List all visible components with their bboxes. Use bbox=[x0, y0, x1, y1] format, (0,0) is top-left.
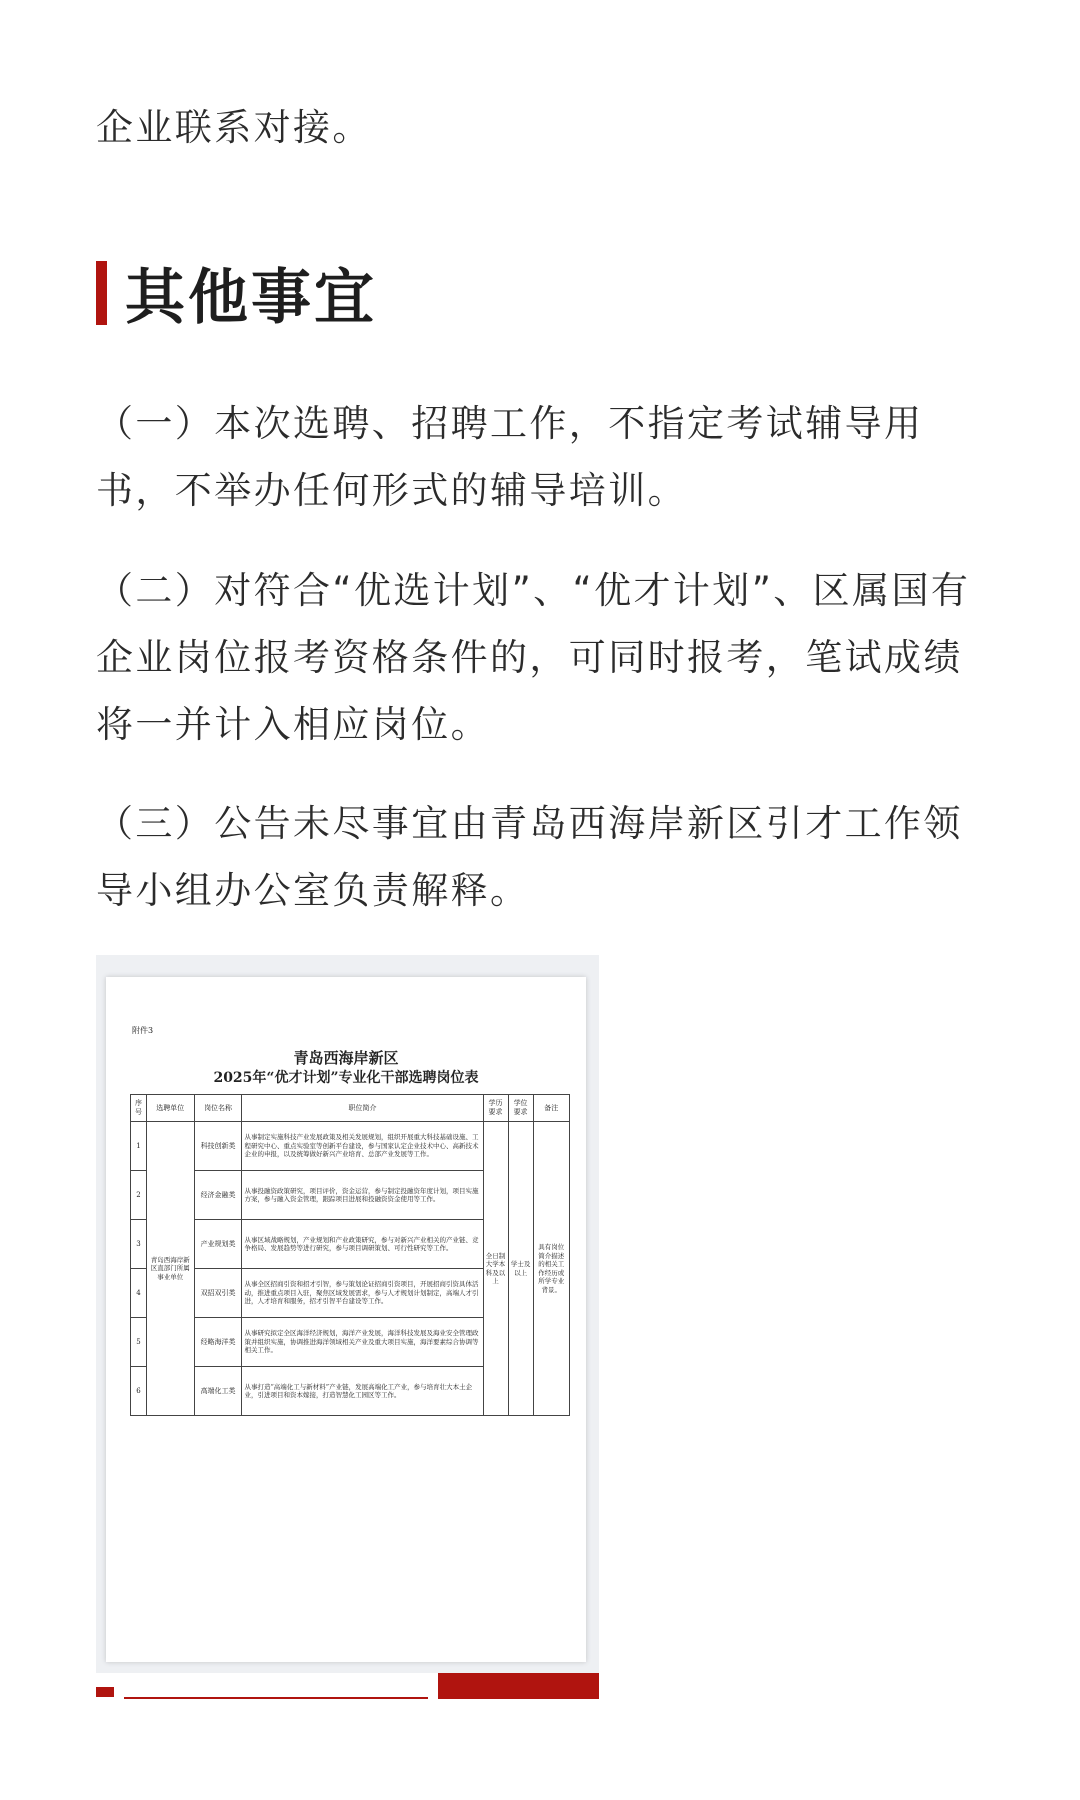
row-description: 从事打造“高端化工与新材料”产业链，发展高端化工产业，参与培育壮大本土企业，引进项目和资本嫁接，打造智慧化工园区等工作。 bbox=[242, 1367, 483, 1416]
row-description: 从事研究拟定全区海洋经济规划，海洋产业发展，海洋科技发展及海业安全管理政策并组织实施，协调推进海洋领域相关产业及重大项目实施，海洋要素综合协调等相关工作。 bbox=[242, 1318, 483, 1367]
header-unit: 选聘单位 bbox=[146, 1095, 194, 1122]
row-position: 双招双引类 bbox=[194, 1269, 242, 1318]
paragraph-item-2: （二）对符合“优选计划”、“优才计划”、区属国有企业岗位报考资格条件的，可同时报考，笔试成绩将一并计入相应岗位。 bbox=[96, 569, 971, 746]
row-note: 具有岗位简介描述的相关工作经历或所学专业背景。 bbox=[533, 1122, 569, 1416]
attachment-label: 附件3 bbox=[132, 1026, 154, 1035]
footer-accent-square bbox=[96, 1687, 114, 1697]
position-table bbox=[130, 1094, 570, 1416]
row-position: 科技创新类 bbox=[194, 1122, 242, 1171]
row-no: 1 bbox=[131, 1122, 147, 1171]
section-title: 其他事宜 bbox=[125, 263, 377, 333]
header-no: 序号 bbox=[131, 1095, 147, 1122]
row-no: 3 bbox=[131, 1220, 147, 1269]
header-degree: 学位要求 bbox=[508, 1095, 533, 1122]
document-title-line2: 2025年“优才计划”专业化干部选聘岗位表 bbox=[213, 1070, 479, 1086]
row-description: 从事全区招商引资和招才引智，参与策划论证招商引资项目，开展招商引资具体活动，推进重点项目入驻，聚焦区域发展需求，参与人才规划计划制定，高端人才引进，人才培育和服务，招才引智平台建设等工作。 bbox=[242, 1269, 483, 1318]
paragraph-item-1: （一）本次选聘、招聘工作，不指定考试辅导用书，不举办任何形式的辅导培训。 bbox=[96, 402, 924, 512]
row-no: 2 bbox=[131, 1171, 147, 1220]
row-description: 从事投融资政策研究，项目评价，资金运营，参与制定投融资年度计划，项目实施方案，参与融入资金管理，跟踪项目进展和投融资资金使用等工作。 bbox=[242, 1171, 483, 1220]
section-accent-bar bbox=[96, 261, 107, 325]
table-row bbox=[131, 1122, 570, 1171]
row-position: 高端化工类 bbox=[194, 1367, 242, 1416]
row-unit: 青岛西海岸新区直部门所属事业单位 bbox=[146, 1122, 194, 1416]
table-header-row bbox=[131, 1095, 570, 1122]
header-note: 备注 bbox=[533, 1095, 569, 1122]
document-image[interactable] bbox=[96, 955, 599, 1673]
row-degree: 学士及以上 bbox=[508, 1122, 533, 1416]
row-description: 从事制定实施科技产业发展政策及相关发展规划，组织开展重大科技基础设施、工程研究中心、重点实验室等创新平台建设，参与国家认定企业技术中心、高新技术企业的申报，以及统筹做好新兴产业培育、总部产业发展等工作。 bbox=[242, 1122, 483, 1171]
header-description: 职位简介 bbox=[242, 1095, 483, 1122]
row-no: 4 bbox=[131, 1269, 147, 1318]
document-title-line1: 青岛西海岸新区 bbox=[293, 1049, 399, 1067]
row-no: 6 bbox=[131, 1367, 147, 1416]
footer-divider-line bbox=[124, 1697, 428, 1699]
row-no: 5 bbox=[131, 1318, 147, 1367]
row-description: 从事区域战略规划，产业规划和产业政策研究，参与对新兴产业相关的产业链、竞争格局、发展趋势等进行研究，参与项目调研策划、可行性研究等工作。 bbox=[242, 1220, 483, 1269]
intro-paragraph: 企业联系对接。 bbox=[96, 106, 372, 149]
row-position: 经济金融类 bbox=[194, 1171, 242, 1220]
section-heading bbox=[96, 260, 377, 333]
row-education: 全日制大学本科及以上 bbox=[483, 1122, 508, 1416]
row-position: 经略海洋类 bbox=[194, 1318, 242, 1367]
paragraph-item-3: （三）公告未尽事宜由青岛西海岸新区引才工作领导小组办公室负责解释。 bbox=[96, 802, 963, 912]
footer-accent-bar bbox=[438, 1673, 599, 1699]
document-page bbox=[106, 977, 586, 1662]
header-education: 学历要求 bbox=[483, 1095, 508, 1122]
header-position: 岗位名称 bbox=[194, 1095, 242, 1122]
row-position: 产业规划类 bbox=[194, 1220, 242, 1269]
